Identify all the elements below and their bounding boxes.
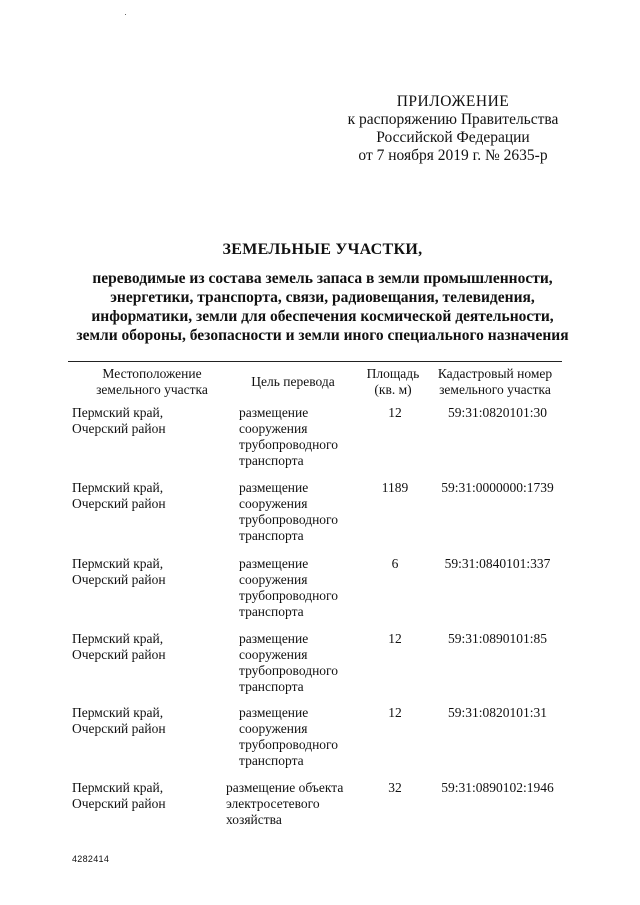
header-line: земельного участка <box>439 382 551 397</box>
heading-subtitle-line: земли обороны, безопасности и земли иного специального назначения <box>76 327 569 344</box>
cell-line: Пермский край, <box>72 780 164 795</box>
cell-purpose <box>239 631 364 695</box>
cell-line: Очерский район <box>72 721 166 736</box>
header-line: Местоположение <box>102 366 202 381</box>
cell-line: Пермский край, <box>72 705 164 720</box>
cell-line: размещение <box>239 480 309 495</box>
table-row <box>0 480 640 554</box>
table-row <box>0 780 640 854</box>
cell-line: Очерский район <box>72 421 166 436</box>
table-row <box>0 405 640 479</box>
cell-line: сооружения <box>239 496 308 511</box>
cell-line: транспорта <box>239 753 304 768</box>
cell-line: транспорта <box>239 604 304 619</box>
cell-line: транспорта <box>239 453 304 468</box>
cell-line: хозяйства <box>226 812 282 827</box>
document-footer-number: 4282414 <box>72 854 110 864</box>
cell-location <box>72 705 222 737</box>
heading-subtitle <box>40 269 605 345</box>
table-top-rule <box>68 361 562 362</box>
cell-line: транспорта <box>239 528 304 543</box>
header-line: Кадастровый номер <box>437 366 553 381</box>
cell-line: сооружения <box>239 647 308 662</box>
cell-area: 1189 <box>381 480 409 495</box>
cell-line: Очерский район <box>72 647 166 662</box>
heading-title: ЗЕМЕЛЬНЫЕ УЧАСТКИ, <box>222 241 423 258</box>
cell-line: Пермский край, <box>72 480 164 495</box>
cell-line: размещение <box>239 405 309 420</box>
header-line: Цель перевода <box>251 374 335 389</box>
cell-line: Пермский край, <box>72 556 164 571</box>
cell-area: 12 <box>388 631 402 646</box>
cell-line: Пермский край, <box>72 631 164 646</box>
cell-line: сооружения <box>239 572 308 587</box>
appendix-date-number: от 7 ноября 2019 г. № 2635-р <box>358 147 548 164</box>
column-header-location <box>72 366 232 398</box>
table-row <box>0 556 640 630</box>
cell-cadastral: 59:31:0000000:1739 <box>441 480 554 495</box>
cell-cadastral: 59:31:0820101:30 <box>447 405 547 420</box>
cell-line: размещение <box>239 631 309 646</box>
cell-location <box>72 780 222 812</box>
cell-location <box>72 405 222 437</box>
cell-purpose <box>239 405 364 469</box>
column-header-cadastral <box>430 366 560 398</box>
cell-area: 32 <box>388 780 402 795</box>
heading-subtitle-line: переводимые из состава земель запаса в земли промышленности, <box>92 270 553 287</box>
cell-line: трубопроводного <box>239 512 338 527</box>
cell-location <box>72 631 222 663</box>
document-heading <box>40 240 605 345</box>
appendix-block <box>340 93 566 165</box>
appendix-line: Российской Федерации <box>376 129 530 146</box>
cell-purpose <box>239 705 364 769</box>
appendix-title: ПРИЛОЖЕНИЕ <box>396 93 510 110</box>
cell-area: 6 <box>391 556 399 571</box>
header-line: Площадь <box>366 366 420 381</box>
header-line: земельного участка <box>96 382 208 397</box>
cell-cadastral: 59:31:0840101:337 <box>444 556 551 571</box>
cell-purpose <box>239 480 364 544</box>
cell-line: сооружения <box>239 721 308 736</box>
table-row <box>0 631 640 705</box>
header-line: (кв. м) <box>374 382 412 397</box>
cell-cadastral: 59:31:0820101:31 <box>447 705 547 720</box>
cell-location <box>72 556 222 588</box>
cell-purpose <box>226 780 361 828</box>
cell-purpose <box>239 556 364 620</box>
cell-line: Очерский район <box>72 796 166 811</box>
cell-line: размещение <box>239 705 309 720</box>
heading-subtitle-line: энергетики, транспорта, связи, радиовещания, телевидения, <box>110 289 535 306</box>
cell-line: Очерский район <box>72 572 166 587</box>
cell-area: 12 <box>388 705 402 720</box>
cell-line: размещение объекта <box>226 780 344 795</box>
table-row <box>0 705 640 779</box>
cell-line: электросетевого <box>226 796 320 811</box>
cell-line: трубопроводного <box>239 737 338 752</box>
heading-subtitle-line: информатики, земли для обеспечения космической деятельности, <box>91 308 554 325</box>
cell-line: транспорта <box>239 679 304 694</box>
scan-speck <box>125 14 126 15</box>
cell-area: 12 <box>388 405 402 420</box>
cell-cadastral: 59:31:0890102:1946 <box>441 780 554 795</box>
cell-line: трубопроводного <box>239 588 338 603</box>
cell-line: трубопроводного <box>239 663 338 678</box>
cell-cadastral: 59:31:0890101:85 <box>447 631 547 646</box>
cell-line: размещение <box>239 556 309 571</box>
cell-line: трубопроводного <box>239 437 338 452</box>
cell-line: Пермский край, <box>72 405 164 420</box>
cell-location <box>72 480 222 512</box>
column-header-area <box>358 366 428 398</box>
cell-line: Очерский район <box>72 496 166 511</box>
column-header-purpose <box>232 374 354 390</box>
appendix-line: к распоряжению Правительства <box>347 111 559 128</box>
cell-line: сооружения <box>239 421 308 436</box>
